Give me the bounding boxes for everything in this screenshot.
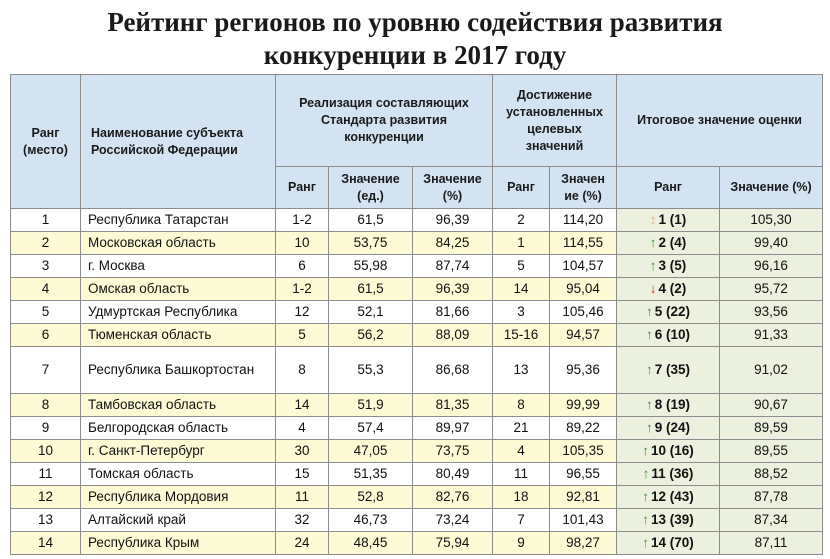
cell-tgt-value-pct: 105,46	[550, 301, 617, 324]
cell-tgt-value-pct: 96,55	[550, 463, 617, 486]
cell-final-rank	[617, 301, 720, 324]
cell-std-value-pct: 81,66	[413, 301, 493, 324]
cell-subject-name: г. Москва	[81, 255, 276, 278]
table-row	[11, 301, 823, 324]
cell-final-rank	[617, 394, 720, 417]
final-rank-text: 9 (24)	[654, 420, 691, 435]
cell-std-value-units: 55,3	[329, 347, 413, 394]
cell-final-rank	[617, 209, 720, 232]
trend-updown-arrow-icon: ↕	[649, 212, 657, 227]
final-rank-text: 7 (35)	[654, 362, 691, 377]
cell-std-rank: 32	[276, 509, 329, 532]
cell-final-rank	[617, 440, 720, 463]
trend-up-arrow-icon: ↑	[642, 466, 650, 481]
cell-std-value-units: 52,8	[329, 486, 413, 509]
final-rank-text: 14 (70)	[651, 535, 694, 550]
header-standard-group: Реализация составляющих Стандарта развития конкуренции	[276, 75, 493, 167]
cell-std-rank: 15	[276, 463, 329, 486]
cell-tgt-value-pct: 89,22	[550, 417, 617, 440]
cell-std-value-pct: 81,35	[413, 394, 493, 417]
cell-final-value-pct: 93,56	[720, 301, 823, 324]
table-row	[11, 255, 823, 278]
cell-final-rank	[617, 486, 720, 509]
table-row	[11, 347, 823, 394]
cell-std-value-units: 46,73	[329, 509, 413, 532]
cell-subject-name: Алтайский край	[81, 509, 276, 532]
cell-place: 6	[11, 324, 81, 347]
cell-subject-name: Республика Мордовия	[81, 486, 276, 509]
cell-place: 9	[11, 417, 81, 440]
cell-std-value-units: 52,1	[329, 301, 413, 324]
cell-subject-name: Омская область	[81, 278, 276, 301]
cell-final-value-pct: 89,55	[720, 440, 823, 463]
cell-tgt-value-pct: 95,36	[550, 347, 617, 394]
trend-up-arrow-icon: ↑	[646, 327, 653, 342]
cell-tgt-rank: 4	[493, 440, 550, 463]
cell-place: 14	[11, 532, 81, 555]
cell-tgt-value-pct: 114,20	[550, 209, 617, 232]
table-row	[11, 532, 823, 555]
cell-std-rank: 1-2	[276, 278, 329, 301]
cell-tgt-rank: 14	[493, 278, 550, 301]
cell-final-rank	[617, 463, 720, 486]
header-tgt-rank: Ранг	[493, 167, 550, 209]
table-row	[11, 509, 823, 532]
cell-subject-name: Томская область	[81, 463, 276, 486]
final-rank-text: 5 (22)	[654, 304, 691, 319]
cell-final-value-pct: 87,11	[720, 532, 823, 555]
final-rank-text: 4 (2)	[658, 281, 687, 296]
cell-final-rank	[617, 324, 720, 347]
rating-table	[10, 74, 823, 555]
cell-final-value-pct: 95,72	[720, 278, 823, 301]
header-final-rank: Ранг	[617, 167, 720, 209]
table-row	[11, 463, 823, 486]
final-rank-text: 1 (1)	[658, 212, 687, 227]
cell-subject-name: Республика Башкортостан	[81, 347, 276, 394]
cell-final-value-pct: 88,52	[720, 463, 823, 486]
header-final-group: Итоговое значение оценки	[617, 75, 823, 167]
cell-tgt-rank: 1	[493, 232, 550, 255]
table-header	[11, 75, 823, 209]
cell-std-value-units: 55,98	[329, 255, 413, 278]
cell-final-value-pct: 91,02	[720, 347, 823, 394]
header-std-value-units: Значение (ед.)	[329, 167, 413, 209]
cell-final-value-pct: 87,78	[720, 486, 823, 509]
cell-final-value-pct: 96,16	[720, 255, 823, 278]
final-rank-text: 13 (39)	[651, 512, 694, 527]
cell-subject-name: Республика Татарстан	[81, 209, 276, 232]
final-rank-text: 11 (36)	[651, 466, 694, 481]
table-row	[11, 440, 823, 463]
cell-place: 12	[11, 486, 81, 509]
cell-final-value-pct: 90,67	[720, 394, 823, 417]
cell-subject-name: Московская область	[81, 232, 276, 255]
trend-up-arrow-icon: ↑	[649, 258, 657, 273]
table-row	[11, 278, 823, 301]
cell-std-value-units: 48,45	[329, 532, 413, 555]
cell-final-value-pct: 89,59	[720, 417, 823, 440]
cell-std-rank: 12	[276, 301, 329, 324]
cell-final-rank	[617, 347, 720, 394]
cell-std-rank: 10	[276, 232, 329, 255]
cell-std-value-pct: 75,94	[413, 532, 493, 555]
cell-final-rank	[617, 417, 720, 440]
header-final-value-pct: Значение (%)	[720, 167, 823, 209]
cell-tgt-rank: 9	[493, 532, 550, 555]
cell-final-rank	[617, 232, 720, 255]
table-row	[11, 324, 823, 347]
final-rank-text: 3 (5)	[658, 258, 687, 273]
cell-final-rank	[617, 509, 720, 532]
cell-place: 7	[11, 347, 81, 394]
cell-final-rank	[617, 255, 720, 278]
cell-std-rank: 6	[276, 255, 329, 278]
cell-std-value-units: 47,05	[329, 440, 413, 463]
cell-place: 11	[11, 463, 81, 486]
title-line-2: конкуренции в 2017 году	[263, 40, 567, 70]
cell-std-rank: 5	[276, 324, 329, 347]
cell-tgt-rank: 13	[493, 347, 550, 394]
cell-std-rank: 11	[276, 486, 329, 509]
cell-std-value-pct: 80,49	[413, 463, 493, 486]
cell-tgt-value-pct: 92,81	[550, 486, 617, 509]
table-row	[11, 209, 823, 232]
cell-std-rank: 1-2	[276, 209, 329, 232]
cell-final-value-pct: 87,34	[720, 509, 823, 532]
page-title	[0, 6, 830, 72]
cell-place: 13	[11, 509, 81, 532]
cell-std-value-pct: 73,24	[413, 509, 493, 532]
cell-place: 8	[11, 394, 81, 417]
cell-tgt-value-pct: 114,55	[550, 232, 617, 255]
header-tgt-value-pct: Значен ие (%)	[550, 167, 617, 209]
cell-std-rank: 4	[276, 417, 329, 440]
table-row	[11, 417, 823, 440]
cell-std-value-pct: 87,74	[413, 255, 493, 278]
cell-final-value-pct: 99,40	[720, 232, 823, 255]
cell-tgt-rank: 15-16	[493, 324, 550, 347]
trend-down-arrow-icon: ↓	[649, 281, 657, 296]
trend-up-arrow-icon: ↑	[646, 304, 653, 319]
cell-std-value-units: 51,9	[329, 394, 413, 417]
cell-place: 10	[11, 440, 81, 463]
cell-std-value-units: 53,75	[329, 232, 413, 255]
title-line-1: Рейтинг регионов по уровню содействия развития	[107, 7, 723, 37]
cell-tgt-value-pct: 104,57	[550, 255, 617, 278]
cell-final-value-pct: 91,33	[720, 324, 823, 347]
cell-std-value-pct: 86,68	[413, 347, 493, 394]
cell-final-value-pct: 105,30	[720, 209, 823, 232]
cell-place: 3	[11, 255, 81, 278]
header-subject-name: Наименование субъекта Российской Федерации	[81, 75, 276, 209]
cell-tgt-rank: 3	[493, 301, 550, 324]
cell-subject-name: Республика Крым	[81, 532, 276, 555]
cell-tgt-value-pct: 101,43	[550, 509, 617, 532]
cell-subject-name: Белгородская область	[81, 417, 276, 440]
cell-tgt-value-pct: 95,04	[550, 278, 617, 301]
cell-std-value-units: 61,5	[329, 209, 413, 232]
trend-up-arrow-icon: ↑	[649, 235, 657, 250]
header-rank-place: Ранг (место)	[11, 75, 81, 209]
cell-std-value-units: 51,35	[329, 463, 413, 486]
cell-subject-name: Тюменская область	[81, 324, 276, 347]
header-targets-group: Достижение установленных целевых значений	[493, 75, 617, 167]
final-rank-text: 6 (10)	[654, 327, 691, 342]
cell-final-rank	[617, 278, 720, 301]
cell-tgt-rank: 7	[493, 509, 550, 532]
table-body	[11, 209, 823, 555]
cell-place: 4	[11, 278, 81, 301]
cell-tgt-rank: 8	[493, 394, 550, 417]
header-std-rank: Ранг	[276, 167, 329, 209]
cell-std-value-pct: 96,39	[413, 278, 493, 301]
cell-place: 1	[11, 209, 81, 232]
table-row	[11, 394, 823, 417]
cell-subject-name: г. Санкт-Петербург	[81, 440, 276, 463]
cell-std-value-units: 57,4	[329, 417, 413, 440]
table-row	[11, 486, 823, 509]
cell-std-rank: 14	[276, 394, 329, 417]
cell-std-value-pct: 88,09	[413, 324, 493, 347]
cell-tgt-value-pct: 98,27	[550, 532, 617, 555]
final-rank-text: 2 (4)	[658, 235, 687, 250]
cell-place: 5	[11, 301, 81, 324]
cell-tgt-value-pct: 99,99	[550, 394, 617, 417]
cell-std-value-pct: 96,39	[413, 209, 493, 232]
cell-tgt-value-pct: 105,35	[550, 440, 617, 463]
cell-subject-name: Тамбовская область	[81, 394, 276, 417]
final-rank-text: 8 (19)	[654, 397, 691, 412]
header-std-value-pct: Значение (%)	[413, 167, 493, 209]
cell-std-value-pct: 73,75	[413, 440, 493, 463]
cell-std-value-units: 61,5	[329, 278, 413, 301]
cell-final-rank	[617, 532, 720, 555]
cell-std-value-pct: 82,76	[413, 486, 493, 509]
cell-tgt-rank: 2	[493, 209, 550, 232]
table-row	[11, 232, 823, 255]
trend-up-arrow-icon: ↑	[646, 362, 653, 377]
final-rank-text: 12 (43)	[651, 489, 694, 504]
cell-std-rank: 24	[276, 532, 329, 555]
cell-tgt-rank: 18	[493, 486, 550, 509]
final-rank-text: 10 (16)	[651, 443, 694, 458]
cell-std-rank: 8	[276, 347, 329, 394]
cell-place: 2	[11, 232, 81, 255]
trend-up-arrow-icon: ↑	[642, 535, 650, 550]
cell-tgt-rank: 11	[493, 463, 550, 486]
cell-std-value-units: 56,2	[329, 324, 413, 347]
cell-subject-name: Удмуртская Республика	[81, 301, 276, 324]
trend-up-arrow-icon: ↑	[642, 512, 650, 527]
cell-tgt-value-pct: 94,57	[550, 324, 617, 347]
cell-std-rank: 30	[276, 440, 329, 463]
cell-tgt-rank: 5	[493, 255, 550, 278]
trend-up-arrow-icon: ↑	[646, 420, 653, 435]
trend-up-arrow-icon: ↑	[642, 443, 650, 458]
cell-tgt-rank: 21	[493, 417, 550, 440]
trend-up-arrow-icon: ↑	[642, 489, 650, 504]
cell-std-value-pct: 84,25	[413, 232, 493, 255]
trend-up-arrow-icon: ↑	[646, 397, 653, 412]
cell-std-value-pct: 89,97	[413, 417, 493, 440]
